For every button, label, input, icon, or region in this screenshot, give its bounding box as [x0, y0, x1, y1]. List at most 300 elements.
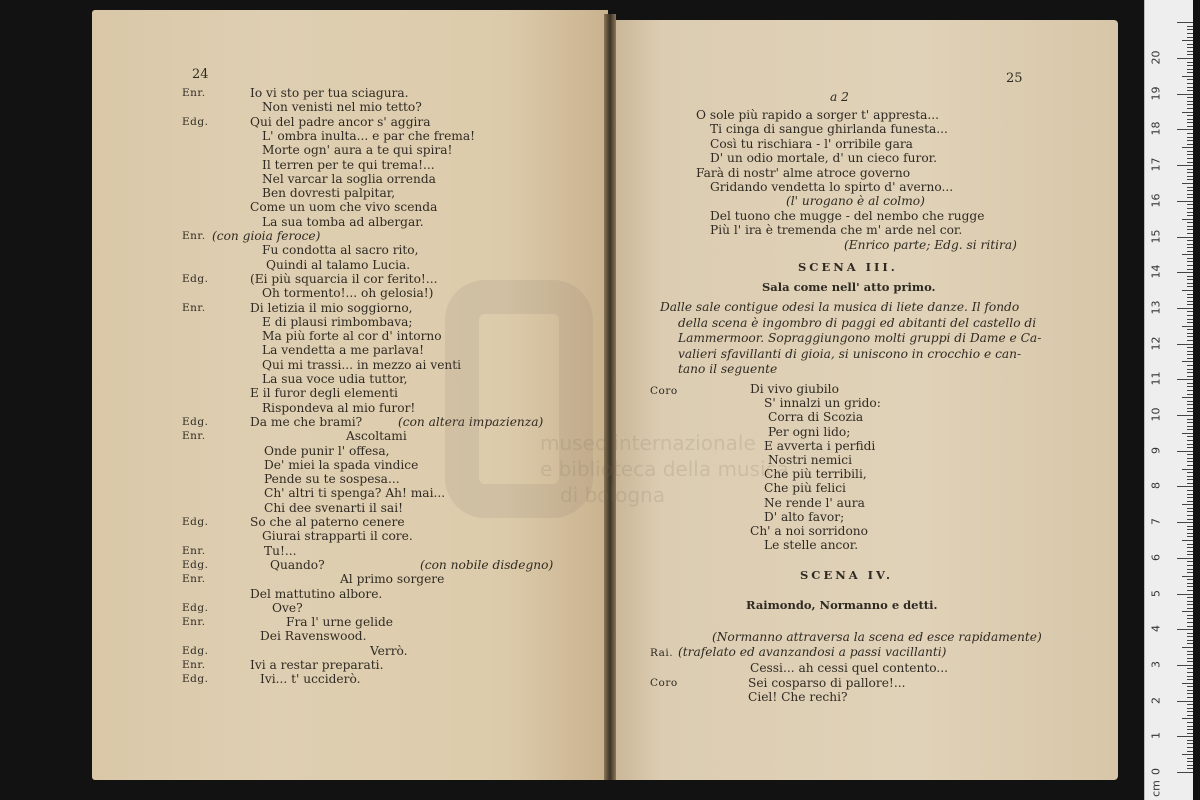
- ruler-number: 8: [1149, 482, 1163, 490]
- ruler-tick: [1187, 544, 1193, 545]
- stage-direction-line: Lammermoor. Sopraggiungono molti gruppi di Dame e Ca-: [678, 331, 1042, 345]
- ruler-tick: [1187, 640, 1193, 641]
- ruler-tick: [1187, 265, 1193, 266]
- speaker-label: Edg.: [182, 644, 209, 657]
- ruler-tick: [1187, 208, 1193, 209]
- ruler-tick: [1177, 665, 1193, 666]
- ruler-tick: [1182, 290, 1193, 291]
- ruler-tick: [1187, 187, 1193, 188]
- ruler-tick: [1187, 526, 1193, 527]
- ruler-tick: [1187, 479, 1193, 480]
- ruler-tick: [1187, 229, 1193, 230]
- duet-line: O sole più rapido a sorger t' appresta...: [696, 108, 940, 122]
- speaker-label: Enr.: [182, 87, 206, 99]
- ruler-tick: [1182, 611, 1193, 612]
- ruler-tick: [1187, 47, 1193, 48]
- ruler-tick: [1187, 633, 1193, 634]
- ruler-number: 9: [1149, 446, 1163, 454]
- chorus-line: Le stelle ancor.: [764, 538, 859, 553]
- ruler-tick: [1187, 597, 1193, 598]
- verse-line: La sua tomba ad albergar.: [262, 214, 424, 229]
- ruler-tick: [1187, 533, 1193, 534]
- ruler-tick: [1182, 40, 1193, 41]
- ruler-tick: [1187, 411, 1193, 412]
- verse-line: Ove?: [272, 600, 303, 615]
- ruler-tick: [1182, 183, 1193, 184]
- chorus-line: Di vivo giubilo: [750, 382, 839, 396]
- ruler-tick: [1182, 219, 1193, 220]
- ruler-number: 11: [1149, 371, 1163, 386]
- ruler-tick: [1187, 765, 1193, 766]
- ruler-tick: [1187, 572, 1193, 573]
- ruler-tick: [1182, 254, 1193, 255]
- chorus-line: Che più felici: [764, 481, 846, 496]
- ruler-unit: cm: [1149, 780, 1163, 797]
- speaker-label: Edg.: [182, 558, 209, 571]
- right-page: [612, 20, 1118, 780]
- speaker-label: Edg.: [182, 673, 209, 686]
- ruler-tick: [1187, 697, 1193, 698]
- ruler-tick: [1187, 622, 1193, 623]
- ruler-tick: [1187, 401, 1193, 402]
- ruler-tick: [1187, 551, 1193, 552]
- ruler-tick: [1177, 415, 1193, 416]
- ruler-tick: [1187, 372, 1193, 373]
- ruler-tick: [1187, 654, 1193, 655]
- ruler-tick: [1187, 215, 1193, 216]
- ruler-tick: [1187, 465, 1193, 466]
- verse-line: Giurai strapparti il core.: [262, 529, 413, 544]
- ruler-tick: [1187, 444, 1193, 445]
- ruler-tick: [1182, 683, 1193, 684]
- ruler-tick: [1187, 140, 1193, 141]
- duet-line: (Enrico parte; Edg. si ritira): [844, 237, 1017, 252]
- ruler-tick: [1187, 258, 1193, 259]
- chorus-line: Ch' a noi sorridono: [750, 524, 868, 538]
- ruler-tick: [1187, 490, 1193, 491]
- verse-line: Pende su te sospesa...: [264, 472, 400, 487]
- ruler-tick: [1187, 722, 1193, 723]
- ruler-tick: [1187, 83, 1193, 84]
- ruler-tick: [1182, 647, 1193, 648]
- ruler-tick: [1187, 751, 1193, 752]
- ruler-tick: [1187, 383, 1193, 384]
- verse-line: Verrò.: [370, 643, 408, 658]
- verse-line: Quando?: [270, 557, 325, 572]
- ruler-tick: [1187, 365, 1193, 366]
- ruler-tick: [1187, 676, 1193, 677]
- ruler-tick: [1187, 311, 1193, 312]
- verse-line: Qui del padre ancor s' aggira: [250, 114, 431, 129]
- ruler-tick: [1187, 583, 1193, 584]
- ruler-number: 6: [1149, 553, 1163, 561]
- verse-line: Da me che brami?: [250, 414, 363, 429]
- ruler-tick: [1187, 172, 1193, 173]
- ruler-tick: [1187, 569, 1193, 570]
- ruler-number: 4: [1149, 625, 1163, 633]
- ruler-tick: [1187, 79, 1193, 80]
- ruler-tick: [1187, 97, 1193, 98]
- ruler-tick: [1187, 590, 1193, 591]
- ruler-tick: [1187, 404, 1193, 405]
- speaker-label: Edg.: [182, 601, 209, 614]
- ruler-number: 5: [1149, 589, 1163, 597]
- verse-line: Rispondeva al mio furor!: [262, 400, 416, 415]
- ruler-tick: [1187, 347, 1193, 348]
- verse-line: Ivi... t' ucciderò.: [260, 672, 361, 687]
- speaker-label: Edg.: [182, 415, 209, 428]
- ruler-tick: [1187, 672, 1193, 673]
- ruler-tick: [1182, 433, 1193, 434]
- ruler-tick: [1187, 419, 1193, 420]
- ruler-tick: [1187, 601, 1193, 602]
- ruler-tick: [1177, 165, 1193, 166]
- ruler-tick: [1187, 26, 1193, 27]
- ruler-tick: [1187, 104, 1193, 105]
- ruler-tick: [1187, 733, 1193, 734]
- ruler-tick: [1182, 361, 1193, 362]
- ruler-tick: [1187, 133, 1193, 134]
- ruler-tick: [1187, 247, 1193, 248]
- ruler-tick: [1187, 87, 1193, 88]
- ruler-tick: [1187, 294, 1193, 295]
- ruler-tick: [1187, 715, 1193, 716]
- ruler-tick: [1187, 618, 1193, 619]
- verse-line: Di letizia il mio soggiorno,: [250, 300, 413, 315]
- ruler-tick: [1177, 308, 1193, 309]
- ruler-number: 7: [1149, 518, 1163, 526]
- ruler-tick: [1187, 251, 1193, 252]
- ruler-number: 3: [1149, 660, 1163, 668]
- ruler-tick: [1182, 76, 1193, 77]
- ruler-tick: [1177, 451, 1193, 452]
- ruler-tick: [1187, 394, 1193, 395]
- speaker-label: Edg.: [182, 272, 209, 285]
- ruler-tick: [1187, 586, 1193, 587]
- chorus-line: D' alto favor;: [764, 509, 845, 524]
- speaker-label: Enr.: [182, 230, 206, 242]
- page-number: 24: [192, 67, 209, 82]
- duet-line: Così tu rischiara - l' orribile gara: [710, 136, 913, 151]
- chorus-line: Che più terribili,: [764, 467, 867, 482]
- ruler-tick: [1187, 126, 1193, 127]
- verse-line: Non venisti nel mio tetto?: [262, 100, 422, 115]
- verse-line: De' miei la spada vindice: [264, 457, 419, 472]
- scene-heading: SCENA IV.: [800, 568, 893, 582]
- ruler-tick: [1187, 315, 1193, 316]
- ruler-number: 17: [1149, 157, 1163, 172]
- ruler-tick: [1187, 501, 1193, 502]
- ruler-tick: [1187, 761, 1193, 762]
- ruler-tick: [1187, 472, 1193, 473]
- speaker-label: Enr.: [182, 616, 206, 629]
- speaker-label: Edg.: [182, 516, 209, 528]
- ruler-tick: [1187, 668, 1193, 669]
- verse-line: Ascoltami: [346, 429, 407, 444]
- ruler-tick: [1187, 658, 1193, 659]
- ruler-tick: [1187, 44, 1193, 45]
- ruler-tick: [1187, 169, 1193, 170]
- stage-direction: (trafelato ed avanzandosi a passi vacillanti): [678, 645, 947, 659]
- ruler-tick: [1187, 369, 1193, 370]
- verse-line: Quindi al talamo Lucia.: [266, 257, 411, 272]
- ruler-tick: [1187, 115, 1193, 116]
- stage-direction: (con altera impazienza): [398, 414, 544, 429]
- ruler-tick: [1187, 447, 1193, 448]
- ruler-tick: [1187, 54, 1193, 55]
- ruler-tick: [1187, 643, 1193, 644]
- ruler-tick: [1182, 504, 1193, 505]
- book-gutter: [604, 14, 616, 780]
- verse-line: Chi dee svenarti il sai!: [264, 500, 403, 515]
- chorus-line: Ciel! Che rechi?: [748, 690, 848, 704]
- ruler-tick: [1187, 279, 1193, 280]
- ruler-tick: [1187, 508, 1193, 509]
- verse-line: Oh tormento!... oh gelosia!): [262, 286, 434, 301]
- ruler-tick: [1187, 286, 1193, 287]
- ruler-tick: [1187, 33, 1193, 34]
- ruler-tick: [1182, 754, 1193, 755]
- ruler-tick: [1187, 483, 1193, 484]
- ruler-tick: [1187, 322, 1193, 323]
- ruler-tick: [1187, 515, 1193, 516]
- speaker-label: Enr.: [182, 544, 206, 557]
- ruler-tick: [1187, 154, 1193, 155]
- verse-line: Io vi sto per tua sciagura.: [250, 86, 409, 100]
- ruler-tick: [1177, 558, 1193, 559]
- verse-line: Onde punir l' offesa,: [264, 443, 390, 458]
- ruler-tick: [1177, 701, 1193, 702]
- ruler-tick: [1187, 690, 1193, 691]
- ruler-tick: [1177, 736, 1193, 737]
- chorus-line: Sei cosparso di pallore!...: [748, 676, 906, 690]
- ruler-tick: [1187, 358, 1193, 359]
- verse-line: Ben dovresti palpitar,: [262, 186, 396, 201]
- ruler-tick: [1187, 69, 1193, 70]
- stage-direction-line: valieri sfavillanti di gioia, si uniscono in crocchio e can-: [678, 346, 1022, 361]
- ruler-tick: [1187, 429, 1193, 430]
- ruler-tick: [1187, 604, 1193, 605]
- duet-line: Gridando vendetta lo spirto d' averno...: [710, 180, 954, 194]
- duet-line: Più l' ira è tremenda che m' arde nel cor.: [710, 223, 963, 238]
- ruler-tick: [1187, 176, 1193, 177]
- verse-line: Tu!...: [264, 543, 297, 558]
- ruler-tick: [1187, 743, 1193, 744]
- ruler-tick: [1177, 237, 1193, 238]
- scene-heading: SCENA III.: [798, 260, 898, 274]
- ruler-tick: [1177, 772, 1193, 773]
- ruler-tick: [1182, 576, 1193, 577]
- ruler-tick: [1187, 336, 1193, 337]
- verse-line: Fu condotta al sacro rito,: [262, 243, 419, 258]
- ruler-tick: [1187, 458, 1193, 459]
- verse-line: Del mattutino albore.: [250, 586, 383, 601]
- chorus-line: Per ogni lido;: [768, 424, 851, 439]
- stage-direction-line: della scena è ingombro di paggi ed abitanti del castello di: [678, 315, 1037, 330]
- ruler-tick: [1182, 112, 1193, 113]
- ruler-tick: [1187, 212, 1193, 213]
- duet-line: Ti cinga di sangue ghirlanda funesta...: [710, 122, 948, 137]
- ruler-tick: [1187, 351, 1193, 352]
- verse-line: Fra l' urne gelide: [286, 615, 393, 630]
- ruler-tick: [1187, 297, 1193, 298]
- duet-line: Farà di nostr' alme atroce governo: [696, 165, 911, 180]
- verse-line: (con gioia feroce): [212, 229, 321, 243]
- verse-line: Qui mi trassi... in mezzo ai venti: [262, 357, 462, 372]
- ruler-tick: [1177, 94, 1193, 95]
- ruler-tick: [1187, 283, 1193, 284]
- ruler-tick: [1187, 679, 1193, 680]
- verse-line: E di plausi rimbombava;: [262, 314, 413, 329]
- ruler-tick: [1187, 37, 1193, 38]
- verse-line: Dei Ravenswood.: [260, 629, 367, 644]
- scene-characters: Raimondo, Normanno e detti.: [746, 598, 938, 612]
- ruler-tick: [1187, 62, 1193, 63]
- ruler-tick: [1187, 151, 1193, 152]
- ruler-tick: [1187, 179, 1193, 180]
- verse-line: Il terren per te qui trema!...: [262, 157, 435, 172]
- ruler-tick: [1187, 261, 1193, 262]
- ruler-tick: [1177, 272, 1193, 273]
- ruler-tick: [1187, 240, 1193, 241]
- ruler-tick: [1187, 329, 1193, 330]
- verse-line: La sua voce udia tuttor,: [262, 372, 408, 386]
- watermark-line-1: museo internazionale: [540, 431, 756, 455]
- ruler-tick: [1187, 144, 1193, 145]
- ruler-tick: [1187, 547, 1193, 548]
- speaker-label: Coro: [650, 385, 678, 397]
- stage-direction: (Normanno attraversa la scena ed esce rapidamente): [712, 630, 1042, 644]
- ruler-tick: [1182, 469, 1193, 470]
- ruler-tick: [1187, 636, 1193, 637]
- ruler-tick: [1187, 197, 1193, 198]
- stage-direction: (con nobile disdegno): [420, 557, 554, 572]
- verse-line: E il furor degli elementi: [250, 386, 398, 401]
- ruler-tick: [1187, 269, 1193, 270]
- ruler-tick: [1177, 344, 1193, 345]
- a2-label: a 2: [830, 90, 849, 104]
- ruler-tick: [1187, 72, 1193, 73]
- ruler-tick: [1177, 522, 1193, 523]
- ruler-tick: [1187, 101, 1193, 102]
- ruler-number: 19: [1149, 86, 1163, 101]
- ruler-tick: [1187, 233, 1193, 234]
- verse-line: Ma più forte al cor d' intorno: [262, 329, 442, 344]
- speaker-label: Rai.: [650, 647, 674, 659]
- ruler-tick: [1187, 461, 1193, 462]
- measuring-ruler: [1144, 0, 1193, 800]
- verse-line: So che al paterno cenere: [250, 515, 405, 529]
- chorus-line: E avverta i perfidi: [764, 438, 876, 453]
- ruler-tick: [1187, 758, 1193, 759]
- ruler-tick: [1187, 244, 1193, 245]
- ruler-tick: [1187, 158, 1193, 159]
- ruler-tick: [1187, 422, 1193, 423]
- chorus-line: Ne rende l' aura: [764, 495, 865, 510]
- scene-setting: Sala come nell' atto primo.: [762, 280, 936, 294]
- ruler-tick: [1187, 529, 1193, 530]
- ruler-tick: [1187, 333, 1193, 334]
- chorus-line: S' innalzi un grido:: [764, 396, 881, 411]
- ruler-tick: [1177, 129, 1193, 130]
- speaker-label: Enr.: [182, 573, 206, 586]
- ruler-tick: [1182, 326, 1193, 327]
- speaker-label: Enr.: [182, 301, 206, 314]
- verse-line: Morte ogn' aura a te qui spira!: [262, 143, 453, 158]
- ruler-tick: [1182, 147, 1193, 148]
- ruler-tick: [1187, 29, 1193, 30]
- page-number: 25: [1006, 71, 1023, 86]
- verse-line: Cessi... ah cessi quel contento...: [750, 661, 948, 675]
- ruler-tick: [1187, 693, 1193, 694]
- ruler-tick: [1187, 137, 1193, 138]
- verse-line: Ch' altri ti spenga? Ah! mai...: [264, 486, 446, 501]
- ruler-tick: [1187, 615, 1193, 616]
- ruler-tick: [1187, 162, 1193, 163]
- ruler-tick: [1187, 190, 1193, 191]
- ruler-tick: [1187, 276, 1193, 277]
- ruler-tick: [1187, 454, 1193, 455]
- ruler-number: 2: [1149, 696, 1163, 704]
- ruler-tick: [1187, 376, 1193, 377]
- verse-line: La vendetta a me parlava!: [262, 343, 425, 358]
- ruler-tick: [1177, 201, 1193, 202]
- verse-line: (Ei più squarcia il cor ferito!...: [250, 271, 438, 286]
- ruler-number: 16: [1149, 193, 1163, 208]
- verse-line: Nel varcar la soglia orrenda: [262, 171, 436, 186]
- speaker-label: Enr.: [182, 430, 206, 443]
- ruler-tick: [1187, 740, 1193, 741]
- ruler-tick: [1187, 354, 1193, 355]
- verse-line: L' ombra inulta... e par che frema!: [262, 128, 476, 143]
- watermark-line-2: e biblioteca della musica: [540, 457, 789, 481]
- ruler-number: 14: [1149, 264, 1163, 279]
- ruler-tick: [1177, 486, 1193, 487]
- verse-line: Come un uom che vivo scenda: [250, 200, 438, 215]
- ruler-tick: [1187, 386, 1193, 387]
- ruler-tick: [1187, 686, 1193, 687]
- verse-line: Al primo sorgere: [340, 572, 445, 587]
- speaker-label: Edg.: [182, 115, 209, 128]
- ruler-tick: [1187, 304, 1193, 305]
- ruler-tick: [1187, 204, 1193, 205]
- ruler-tick: [1187, 554, 1193, 555]
- ruler-tick: [1187, 222, 1193, 223]
- ruler-tick: [1187, 608, 1193, 609]
- stage-direction-line: Dalle sale contigue odesi la musica di liete danze. Il fondo: [660, 300, 1020, 314]
- ruler-tick: [1182, 718, 1193, 719]
- ruler-tick: [1187, 390, 1193, 391]
- ruler-tick: [1182, 540, 1193, 541]
- speaker-label: Coro: [650, 677, 678, 689]
- ruler-number: 10: [1149, 407, 1163, 422]
- speaker-label: Enr.: [182, 659, 206, 671]
- ruler-tick: [1187, 747, 1193, 748]
- ruler-tick: [1187, 108, 1193, 109]
- ruler-number: 1: [1149, 732, 1163, 740]
- ruler-tick: [1187, 319, 1193, 320]
- ruler-tick: [1187, 579, 1193, 580]
- ruler-tick: [1187, 708, 1193, 709]
- ruler-tick: [1177, 22, 1193, 23]
- ruler-tick: [1187, 704, 1193, 705]
- ruler-tick: [1187, 51, 1193, 52]
- ruler-tick: [1187, 340, 1193, 341]
- ruler-tick: [1187, 301, 1193, 302]
- ruler-tick: [1177, 379, 1193, 380]
- ruler-tick: [1177, 594, 1193, 595]
- ruler-tick: [1187, 536, 1193, 537]
